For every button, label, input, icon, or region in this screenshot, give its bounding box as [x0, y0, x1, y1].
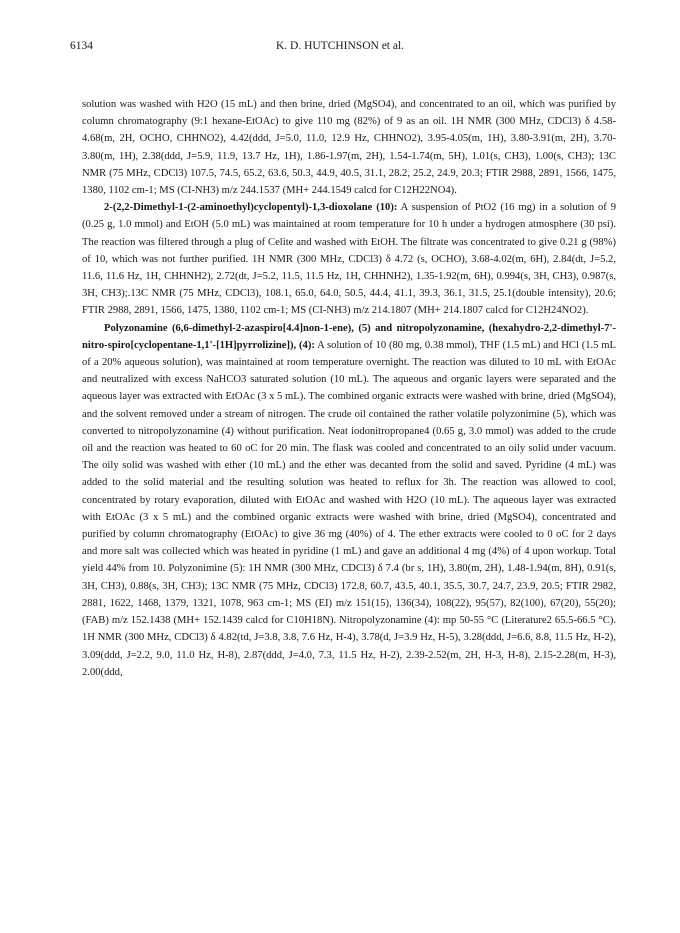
page-number: 6134: [70, 40, 93, 52]
running-head: K. D. HUTCHINSON et al.: [275, 40, 405, 52]
paragraph-text: solution was washed with H2O (15 mL) and then brine, dried (MgSO4), and concentrated to an oil, which was purified by column chromatography (9:1 hexane-EtOAc) to give 110 mg (82%) of 9 as an oil. 1H NMR (300 MHz, CDCl3) δ 4.58-4.68(m, 2H, OCHO, CHHNO2), 4.42(ddd, J=5.0, 11.0, 12.9 Hz, CHHNO2), 3.95-4.05(m, 1H), 3.80-3.91(m, 2H), 3.70-3.80(m, 1H), 2.38(ddd, J=5.9, 11.9, 13.7 Hz, 1H), 1.86-1.97(m, 2H), 1.54-1.74(m, 5H), 1.01(s, CH3), 1.00(s, CH3); 13C NMR (75 MHz, CDCl3) 107.5, 74.5, 65.2, 63.6, 50.3, 44.9, 40.5, 31.1, 28.2, 25.2, 24.9, 20.3; FTIR 2988, 2891, 1566, 1475, 1380, 1102 cm-1; MS (CI-NH3) m/z 244.1537 (MH+ 244.1549 calcd for C12H22NO4).: [82, 99, 616, 197]
paragraph-polyzonamine: [82, 320, 616, 681]
compound-heading: 2-(2,2-Dimethyl-1-(2-aminoethyl)cyclopentyl)-1,3-dioxolane (10):: [104, 202, 398, 214]
article-body: [82, 96, 616, 681]
compound-heading: Polyzonamine (6,6-dimethyl-2-azaspiro[4.4]non-1-ene), (5) and nitropolyzonamine, (hexahydro-2,2-dimethyl-7'-nitro-spiro[cyclopentane-1,1'-[1H]pyrrolizine]), (4):: [82, 322, 616, 351]
page-header: [70, 40, 610, 58]
paragraph-text: A solution of 10 (80 mg, 0.38 mmol), THF (1.5 mL) and HCl (1.5 mL of a 20% aqueous solution), was maintained at room temperature overnight. The reaction was diluted to 10 mL with EtOAc and neutralized with excess NaHCO3 saturated solution (10 mL). The aqueous and organic layers were separated and the aqueous layer was extracted with EtOAc (3 x 5 mL). The combined organic extracts were washed with brine, dried (MgSO4), and the solvent removed under a stream of nitrogen. The crude oil contained the rather volatile polyzonimine (5), which was converted to nitropolyzonamine (4) without purification. Neat iodonitropropane4 (0.65 g, 3.0 mmol) was added to the crude oil and the reaction was heated to 60 oC for 20 min. The flask was cooled and concentrated to an oily solid under vacuum. The oily solid was washed with ether (10 mL) and the ether was decanted from the solid and saved. Pyridine (4 mL) was added to the solid material and the resulting solution was heated to reflux for 3h. The reaction was allowed to cool, concentrated by rotary evaporation, diluted with EtOAc and washed with H2O (10 mL). The aqueous layer was extracted with EtOAc (3 x 5 mL) and the combined organic extracts were washed with brine, dried (MgSO4), concentrated and purified by column chromatography (EtOAc) to give 36 mg (40%) of 4. The ether extracts were cooled to 0 oC for 2 days and more salt was collected which was heated in pyridine (1 mL) and gave an additional 4 mg (4%) of 4 upon workup. Total yield 44% from 10. Polyzonimine (5): 1H NMR (300 MHz, CDCl3) δ 7.4 (br s, 1H), 3.80(m, 2H), 1.48-1.94(m, 8H), 0.91(s, 3H, CH3), 0.88(s, 3H, CH3); 13C NMR (75 MHz, CDCl3) 172.8, 60.7, 43.5, 40.1, 35.5, 30.7, 24.7, 23.9, 20.5; FTIR 2982, 2881, 1622, 1468, 1379, 1321, 1078, 963 cm-1; MS (EI) m/z 151(15), 136(34), 108(22), 95(57), 82(100), 67(20), 55(20); (FAB) m/z 152.1438 (MH+ 152.1439 calcd for C10H18N). Nitropolyzonamine (4): mp 50-55 °C (Literature2 65.5-66.5 °C). 1H NMR (300 MHz, CDCl3) δ 4.82(td, J=3.8, 3.8, 7.6 Hz, H-4), 3.78(d, J=3.9 Hz, H-5), 3.28(ddd, J=6.6, 8.8, 11.5 Hz, H-2), 3.09(ddd, J=2.2, 9.0, 11.0 Hz, H-8), 2.87(ddd, J=4.0, 7.3, 11.5 Hz, H-2), 2.39-2.52(m, 2H, H-3, H-8), 2.15-2.28(m, H-3), 2.00(ddd,: [82, 339, 616, 678]
paragraph-experimental-continuation: [82, 96, 616, 199]
paragraph-text: A suspension of PtO2 (16 mg) in a solution of 9 (0.25 g, 1.0 mmol) and EtOH (5.0 mL) was maintained at room temperature for 10 h under a hydrogen atmosphere (30 psi). The reaction was filtered through a plug of Celite and washed with EtOH. The filtrate was concentrated to give 0.21 g (98%) of 10, which was not further purified. 1H NMR (300 MHz, CDCl3) δ 4.72 (s, OCHO), 3.68-4.02(m, 6H), 2.84(dt, J=5.2, 11.6, 11.6 Hz, 1H, CHHNH2), 2.72(dt, J=5.2, 11.5, 11.5 Hz, 1H, CHHNH2), 1.35-1.92(m, 6H), 0.994(s, 3H, CH3), 0.987(s, 3H, CH3);.13C NMR (75 MHz, CDCl3), 108.1, 65.0, 64.0, 50.5, 44.4, 41.1, 39.3, 36.1, 31.5, 25.1(double intensity), 20.6; FTIR 2988, 2891, 1566, 1475, 1380, 1102 cm-1; MS (CI-NH3) m/z 214.1807 (MH+ 214.1807 calcd for C12H24NO2).: [82, 202, 617, 317]
paragraph-compound-10: [82, 199, 616, 319]
